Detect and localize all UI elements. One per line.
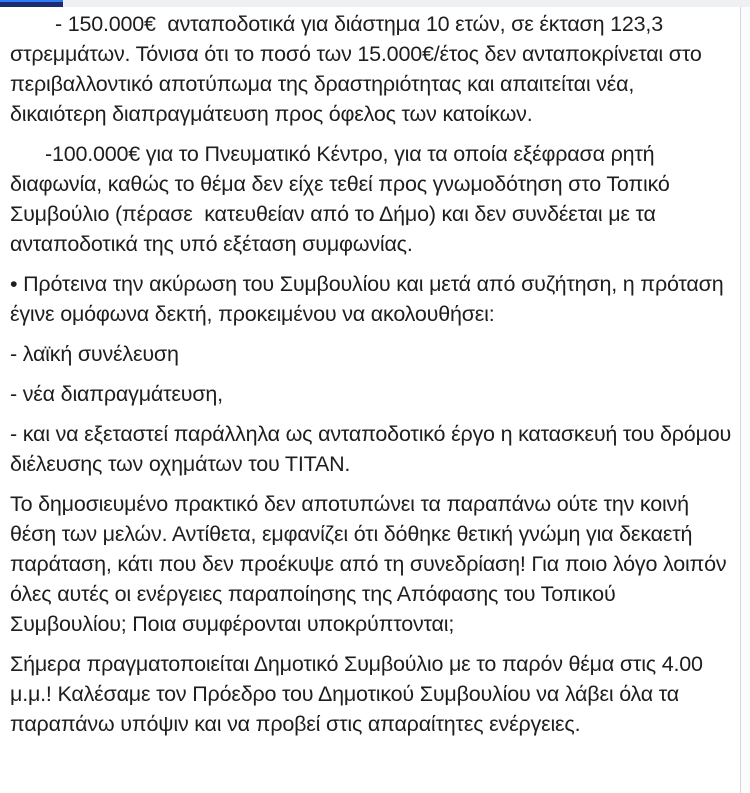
list-item-new-negotiation: - νέα διαπραγμάτευση, (10, 382, 223, 406)
document-page (0, 7, 750, 793)
list-item-popular-assembly: - λαϊκή συνέλευση (10, 342, 179, 366)
paragraph-published-minutes: Το δημοσιευμένο πρακτικό δεν αποτυπώνει τα παραπάνω ούτε την κοινή θέση των μελών. Αντίθετα, εμφανίζει ότι δόθηκε θετική γνώμη για δεκαετή παράταση, κάτι που δεν προέκυψε από τη συνεδρίαση! Για ποιο λόγο λοιπόν όλες αυτές οι ενέργειες παραποίησης της Απόφασης του Τοπικού Συμβουλίου; Ποια συμφέρονται υποκρύπτονται; (10, 492, 733, 636)
list-item-titan-road: - και να εξεταστεί παράλληλα ως ανταποδοτικό έργο η κατασκευή του δρόμου διέλευσης των οχημάτων του ΤΙΤΑΝ. (10, 422, 737, 476)
content-right-border (740, 7, 750, 793)
document-text (0, 7, 740, 739)
paragraph-compensation-100k: -100.000€ για το Πνευματικό Κέντρο, για τα οποία εξέφρασα ρητή διαφωνία, καθώς το θέμα δεν είχε τεθεί προς γνωμοδότηση στο Τοπικό Συμβούλιο (πέρασε κατευθείαν από το Δήμο) και δεν συνδέεται με τα ανταποδοτικά της υπό εξέταση συμφωνίας. (10, 142, 676, 256)
paragraph-proposal: • Πρότεινα την ακύρωση του Συμβουλίου και μετά από συζήτηση, η πρόταση έγινε ομόφωνα δεκτή, προκειμένου να ακολουθήσει: (10, 272, 730, 326)
paragraph-council-today: Σήμερα πραγματοποιείται Δημοτικό Συμβούλιο με το παρόν θέμα στις 4.00 μ.μ.! Καλέσαμε τον Πρόεδρο του Δημοτικού Συμβουλίου να λάβει όλα τα παραπάνω υπόψιν και να προβεί στις απαραίτητες ενέργειες. (10, 652, 709, 736)
paragraph-compensation-150k: - 150.000€ ανταποδοτικά για διάστημα 10 ετών, σε έκταση 123,3 στρεμμάτων. Τόνισα ότι το ποσό των 15.000€/έτος δεν ανταποκρίνεται στο περιβαλλοντικό αποτύπωμα της δραστηριότητας και απαιτείται νέα, δικαιότερη διαπραγμάτευση προς όφελος των κατοίκων. (10, 12, 708, 126)
active-tab-indicator-fragment (0, 0, 63, 7)
browser-top-strip (0, 0, 750, 7)
